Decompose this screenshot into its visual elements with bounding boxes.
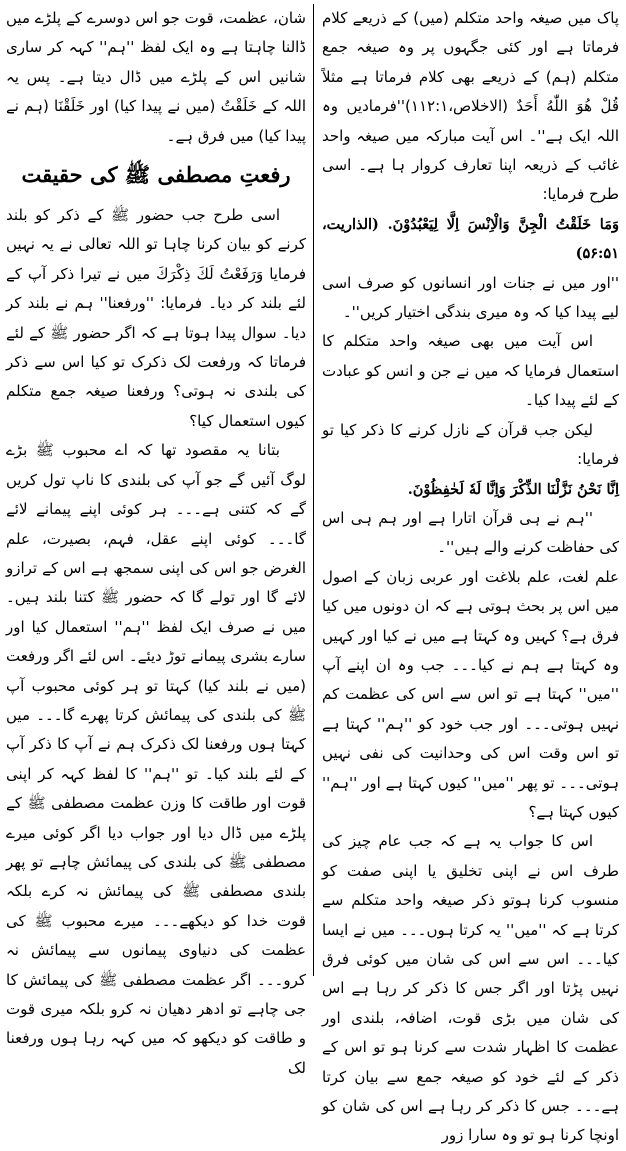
quran-verse: اِنَّا نَحْنُ نَزَّلْنَا الذِّكْرَ وَاِنَّا لَهٗ لَحٰفِظُوْنَ. (407, 480, 619, 498)
section-heading: رفعتِ مصطفی ﷺ کی حقیقت (21, 162, 291, 188)
body-paragraph: اسی طرح جب حضور ﷺ کے ذکر کو بلند کرنے کو بیان کرنا چاہا تو اللہ تعالی نے یہ نہیں فرمایا وَرَفَعْتُ لَكَ ذِكْرَكَ میں نے تیرا ذکر آپ کے لئے بلند کر دیا۔ فرمایا: ''ورفعنا'' ہم نے بلند کر دیا۔ سوال پیدا ہوتا ہے کہ اگر حضور ﷺ کے لئے فرماتا کہ ورفعت لک ذکرک تو کیا اس سے ذکر کی بلندی نہ ہوتی؟ ورفعنا صیغہ جمع متکلم کیوں استعمال کیا؟ (6, 206, 306, 430)
body-paragraph: اس آیت میں بھی صیغہ واحد متکلم کا استعمال فرمایا کہ میں نے جن و انس کو عبادت کے لئے پیدا کیا۔ (322, 332, 619, 410)
body-paragraph: اس کا جواب یہ ہے کہ جب عام چیز کی طرف اس نے اپنی تخلیق یا اپنی صفت کو منسوب کرنا ہوتو ذکر صیغہ واحد متکلم سے کرتا ہے کہ ''میں'' یہ کرتا ہوں۔۔۔ میں نے ایسا کیا۔۔۔ اس سے اس کی شان میں کوئی فرق نہیں پڑتا اور اگر جس کا ذکر کر رہا ہے اس کی شان میں بڑی قوت، اضافہ، بلندی اور عظمت کا اظہار شدت سے کرنا ہو تو اس کے ذکر کے لئے خود کو صیغہ جمع سے بیان کرتا ہے۔۔۔ جس کا ذکر کر رہا ہے اس کی شان کو اونچا کرنا ہو تو وہ سارا زور (322, 832, 619, 1145)
quran-verse: وَمَا خَلَقْتُ الْجِنَّ وَالْاِنْسَ اِلَّا لِيَعْبُدُوْنَ. (الذاریت، ۵۶:۵۱) (322, 215, 619, 263)
body-paragraph: بتانا یہ مقصود تھا کہ اے محبوب ﷺ بڑے لوگ آئیں گے جو آپ کی بلندی کا ناپ تول کریں گے کہ کتنی ہے۔۔۔ ہر کوئی اپنے پیمانے لائے گا۔۔۔ کوئی اپنے عقل، فہم، بصیرت، علم الغرض جو اس کی اپنی سمجھ ہے اس کے ترازو لائے گا اور تولے گا کہ حضور ﷺ کتنا بلند ہیں۔ میں نے صرف ایک لفظ ''ہم'' استعمال کیا اور سارے بشری پیمانے توڑ دیئے۔ اس لئے اگر ورفعت (میں نے بلند کیا) کہتا تو ہر کوئی محبوب آپ ﷺ کی بلندی کی پیمائش کرتا پھرے گا۔۔۔ میں کہتا ہوں ورفعنا لک ذکرک ہم نے آپ کا ذکر آپ کے لئے بلند کیا۔ تو ''ہم'' کا لفظ کہہ کر اپنی قوت اور طاقت کا وزن عظمت مصطفی ﷺ کے پلڑے میں ڈال دیا اور جواب دیا اگر کوئی میرے مصطفی ﷺ کی بلندی کی پیمائش چاہے تو پھر بلندی مصطفی ﷺ کی پیمائش نہ کرے بلکہ قوت خدا کو دیکھے۔۔۔ میرے محبوب ﷺ کی عظمت کی دنیاوی پیمانوں سے پیمائش نہ کرو۔۔۔ اگر عظمت مصطفی ﷺ کی پیمائش کا جی چاہے تو ادھر دھیان نہ کرو بلکہ میری قوت و طاقت کو دیکھو کہ میں کہہ رہا ہوں ورفعنا لک (6, 441, 306, 1077)
verse-translation: ''اور میں نے جنات اور انسانوں کو صرف اسی لیے پیدا کیا کہ وہ میری بندگی اختیار کریں''۔ (322, 273, 619, 322)
verse-translation: ''ہم نے ہی قرآن اتارا ہے اور ہم ہی اس کی حفاظت کرنے والے ہیں''۔ (322, 508, 619, 557)
body-paragraph: لیکن جب قرآن کے نازل کرنے کا ذکر کیا تو فرمایا: (322, 420, 619, 469)
right-column (322, 4, 619, 1145)
body-paragraph: علم لغت، علم بلاغت اور عربی زبان کے اصول میں اس پر بحث ہوتی ہے کہ ان دونوں میں کیا فرق ہے؟ کہیں وہ کہتا ہے میں نے کیا اور کہیں وہ کہتا ہے ہم نے کیا۔۔۔ جب وہ ان اپنے آپ ''میں'' کہتا ہے تو اس سے اس کی عظمت کم نہیں ہوتی۔۔۔ اور جب خود کو ''ہم'' کہتا ہے تو اس وقت اس کی وحدانیت کی نفی نہیں ہوتی۔۔۔ تو پھر ''میں'' کیوں کہتا ہے اور ''ہم'' کیوں کہتا ہے؟ (322, 567, 619, 821)
left-column (6, 4, 306, 1077)
body-paragraph: پاک میں صیغہ واحد متکلم (میں) کے ذریعے کلام فرماتا ہے اور کئی جگہوں پر وہ صیغہ جمع متکلم (ہم) کے ذریعے بھی کلام فرماتا ہے مثلاً قُلْ هُوَ اللّٰهُ أَحَدٌ (الاخلاص،۱۱۲:۱)''فرمادیں وہ اللہ ایک ہے''۔ اس آیت مبارکہ میں صیغہ واحد غائب کے ذریعہ اپنا تعارف کروار ہا ہے۔ اسی طرح فرمایا: (322, 9, 619, 204)
column-divider (313, 4, 314, 976)
body-paragraph: شان، عظمت، قوت جو اس دوسرے کے پلڑے میں ڈالنا چاہتا ہے وہ ایک لفظ ''ہم'' کہہ کر ساری شانیں اس کے پلڑے میں ڈال دیتا ہے۔ پس یہ اللہ کے خَلَقْتُ (میں نے پیدا کیا) اور خَلَقْنَا (ہم نے پیدا کیا) میں فرق ہے۔ (6, 9, 306, 145)
